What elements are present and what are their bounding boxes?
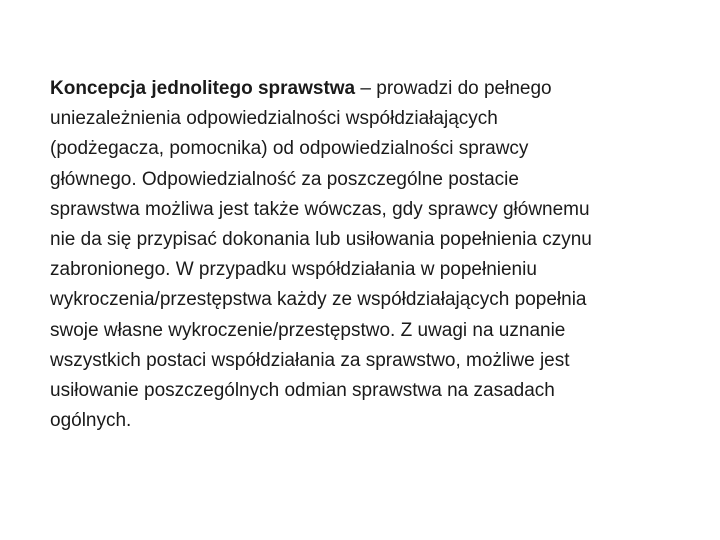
- definition-separator: –: [355, 78, 377, 99]
- definition-paragraph: [50, 74, 690, 436]
- definition-line-8: wykroczenia/przestępstwa każdy ze współdziałających popełnia: [50, 289, 587, 311]
- definition-line-7: zabronionego. W przypadku współdziałania w popełnieniu: [50, 259, 537, 281]
- definition-line-9: swoje własne wykroczenie/przestępstwo. Z uwagi na uznanie: [50, 319, 566, 341]
- definition-line-11: usiłowanie poszczególnych odmian sprawstwa na zasadach: [50, 380, 555, 402]
- definition-term: Koncepcja jednolitego sprawstwa: [50, 78, 356, 99]
- definition-line-12: ogólnych.: [50, 410, 132, 432]
- definition-line-5: sprawstwa możliwa jest także wówczas, gdy sprawcy głównemu: [50, 198, 590, 220]
- definition-line-1: prowadzi do pełnego: [376, 78, 552, 99]
- definition-line-10: wszystkich postaci współdziałania za sprawstwo, możliwe jest: [50, 349, 570, 371]
- definition-line-4: głównego. Odpowiedzialność za poszczególne postacie: [50, 168, 519, 190]
- definition-line-6: nie da się przypisać dokonania lub usiłowania popełnienia czynu: [50, 229, 592, 251]
- definition-line-2: uniezależnienia odpowiedzialności współdziałających: [50, 108, 498, 130]
- definition-line-3: (podżegacza, pomocnika) od odpowiedzialności sprawcy: [50, 138, 529, 160]
